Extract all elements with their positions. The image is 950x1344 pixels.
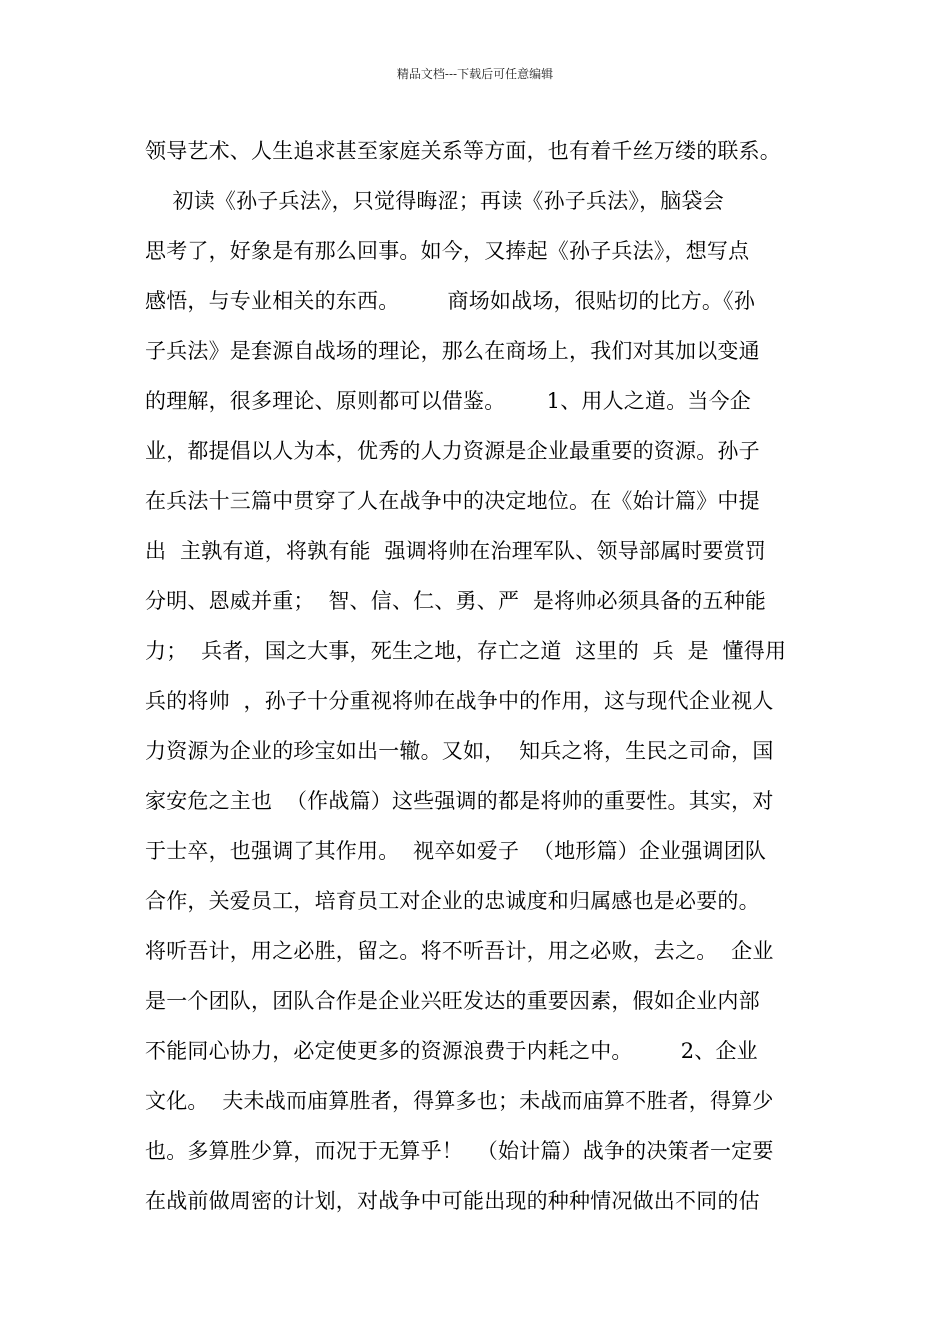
text-line: 力； 兵者，国之大事，死生之地，存亡之道 这里的 兵 是 懂得用 [145, 639, 787, 663]
text-line: 力资源为企业的珍宝如出一辙。又如， 知兵之将，生民之司命，国 [145, 739, 774, 763]
text-line: 兵的将帅 ，孙子十分重视将帅在战争中的作用，这与现代企业视人 [145, 689, 774, 713]
text-line: 是一个团队，团队合作是企业兴旺发达的重要因素，假如企业内部 [145, 989, 760, 1013]
text-line: 分明、恩威并重； 智、信、仁、勇、严 是将帅必须具备的五种能 [145, 589, 767, 613]
text-line: 将听吾计，用之必胜，留之。将不听吾计，用之必败，去之。 企业 [145, 939, 774, 963]
document-body [145, 126, 825, 1226]
text-line: 合作，关爱员工，培育员工对企业的忠诚度和归属感也是必要的。 [145, 889, 760, 913]
text-line: 于士卒，也强调了其作用。 视卒如爱子 （地形篇）企业强调团队 [145, 839, 767, 863]
page-header: 精品文档---下载后可任意编辑 [396, 67, 554, 81]
text-line: 也。多算胜少算，而况于无算乎！ （始计篇）战争的决策者一定要 [145, 1139, 774, 1163]
text-line: 在战前做周密的计划，对战争中可能出现的种种情况做出不同的估 [145, 1189, 760, 1213]
text-line: 领导艺术、人生追求甚至家庭关系等方面，也有着千丝万缕的联系。 [145, 139, 781, 163]
text-line: 业，都提倡以人为本，优秀的人力资源是企业最重要的资源。孙子 [145, 439, 760, 463]
text-line: 感悟，与专业相关的东西。 商场如战场，很贴切的比方。《孙 [145, 289, 756, 313]
text-line: 在兵法十三篇中贯穿了人在战争中的决定地位。在《始计篇》中提 [145, 489, 760, 513]
text-line: 家安危之主也 （作战篇）这些强调的都是将帅的重要性。其实，对 [145, 789, 774, 813]
text-line: 文化。 夫未战而庙算胜者，得算多也；未战而庙算不胜者，得算少 [145, 1089, 774, 1113]
text-line: 不能同心协力，必定使更多的资源浪费于内耗之中。 2、企业 [145, 1039, 758, 1063]
text-line: 初读《孙子兵法》，只觉得晦涩；再读《孙子兵法》，脑袋会 [145, 189, 724, 213]
text-line: 的理解，很多理论、原则都可以借鉴。 1、用人之道。当今企 [145, 389, 752, 413]
text-line: 子兵法》是套源自战场的理论，那么在商场上，我们对其加以变通 [145, 339, 760, 363]
text-line: 出 主孰有道，将孰有能 强调将帅在治理军队、领导部属时要赏罚 [145, 539, 767, 563]
text-line: 思考了，好象是有那么回事。如今，又捧起《孙子兵法》，想写点 [145, 239, 750, 263]
